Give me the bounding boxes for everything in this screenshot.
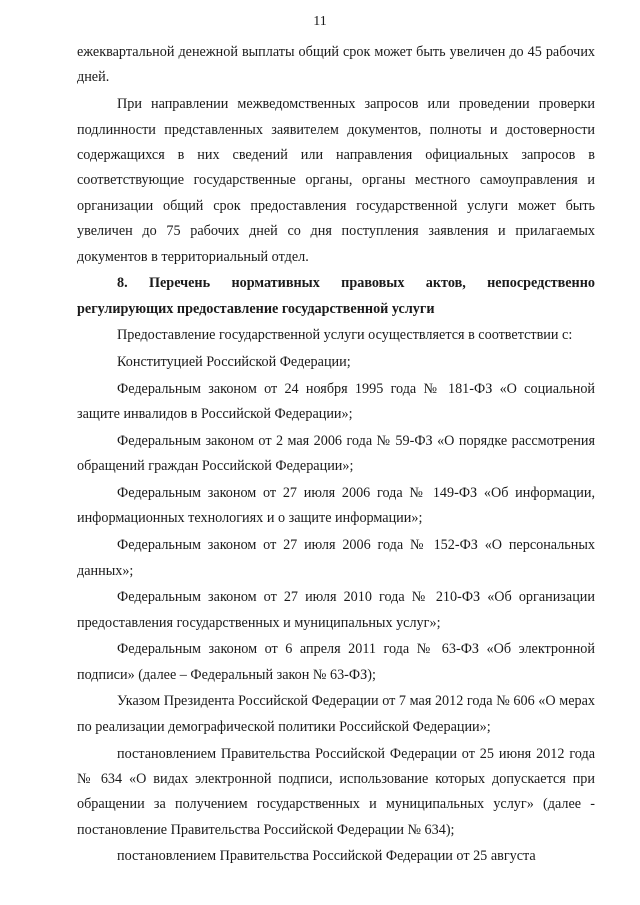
- list-item-law-210: Федеральным законом от 27 июля 2010 года № 210-ФЗ «Об организации предоставления государственных и муниципальных услуг»;: [77, 589, 595, 631]
- list-item-law-63: Федеральным законом от 6 апреля 2011 года № 63-ФЗ «Об электронной подписи» (далее – Федеральный закон № 63-ФЗ);: [77, 641, 595, 683]
- list-item-decree-606: Указом Президента Российской Федерации от 7 мая 2012 года № 606 «О мерах по реализации демографической политики Российской Федерации»;: [77, 693, 595, 735]
- list-item-resolution-634: постановлением Правительства Российской Федерации от 25 июня 2012 года № 634 «О видах электронной подписи, использование которых допускается при обращении за получением государственных и муниципальных услуг» (далее - постановление Правительства Российской Федерации № 634);: [77, 745, 595, 838]
- list-item-constitution: Конституцией Российской Федерации;: [117, 354, 351, 371]
- list-item-law-59: Федеральным законом от 2 мая 2006 года № 59-ФЗ «О порядке рассмотрения обращений граждан Российской Федерации»;: [77, 432, 595, 475]
- paragraph-legal-basis-intro: Предоставление государственной услуги осуществляется в соответствии с:: [117, 327, 573, 344]
- section-heading-8: 8. Перечень нормативных правовых актов, непосредственно регулирующих предоставление государственной услуги: [77, 275, 595, 317]
- list-item-law-149: Федеральным законом от 27 июля 2006 года № 149-ФЗ «Об информации, информационных технологиях и о защите информации»;: [77, 484, 595, 527]
- document-body: [77, 40, 595, 871]
- list-item-law-152: Федеральным законом от 27 июля 2006 года № 152-ФЗ «О персональных данных»;: [77, 537, 595, 579]
- paragraph-processing-time: При направлении межведомственных запросов или проведении проверки подлинности представленных заявителем документов, полноты и достоверности содержащихся в них сведений или направления официальных запросов в соответствующие государственные органы, органы местного самоуправления и организации общий срок предоставления государственной услуги может быть увеличен до 75 рабочих дней со дня поступления заявления и прилагаемых документов в территориальный отдел.: [77, 96, 595, 265]
- page-number: 11: [313, 14, 327, 29]
- paragraph-continuation: ежеквартальной денежной выплаты общий срок может быть увеличен до 45 рабочих дней.: [77, 44, 595, 86]
- list-item-law-181: Федеральным законом от 24 ноября 1995 года № 181-ФЗ «О социальной защите инвалидов в Российской Федерации»;: [77, 380, 595, 423]
- list-item-resolution-august: постановлением Правительства Российской Федерации от 25 августа: [117, 848, 536, 865]
